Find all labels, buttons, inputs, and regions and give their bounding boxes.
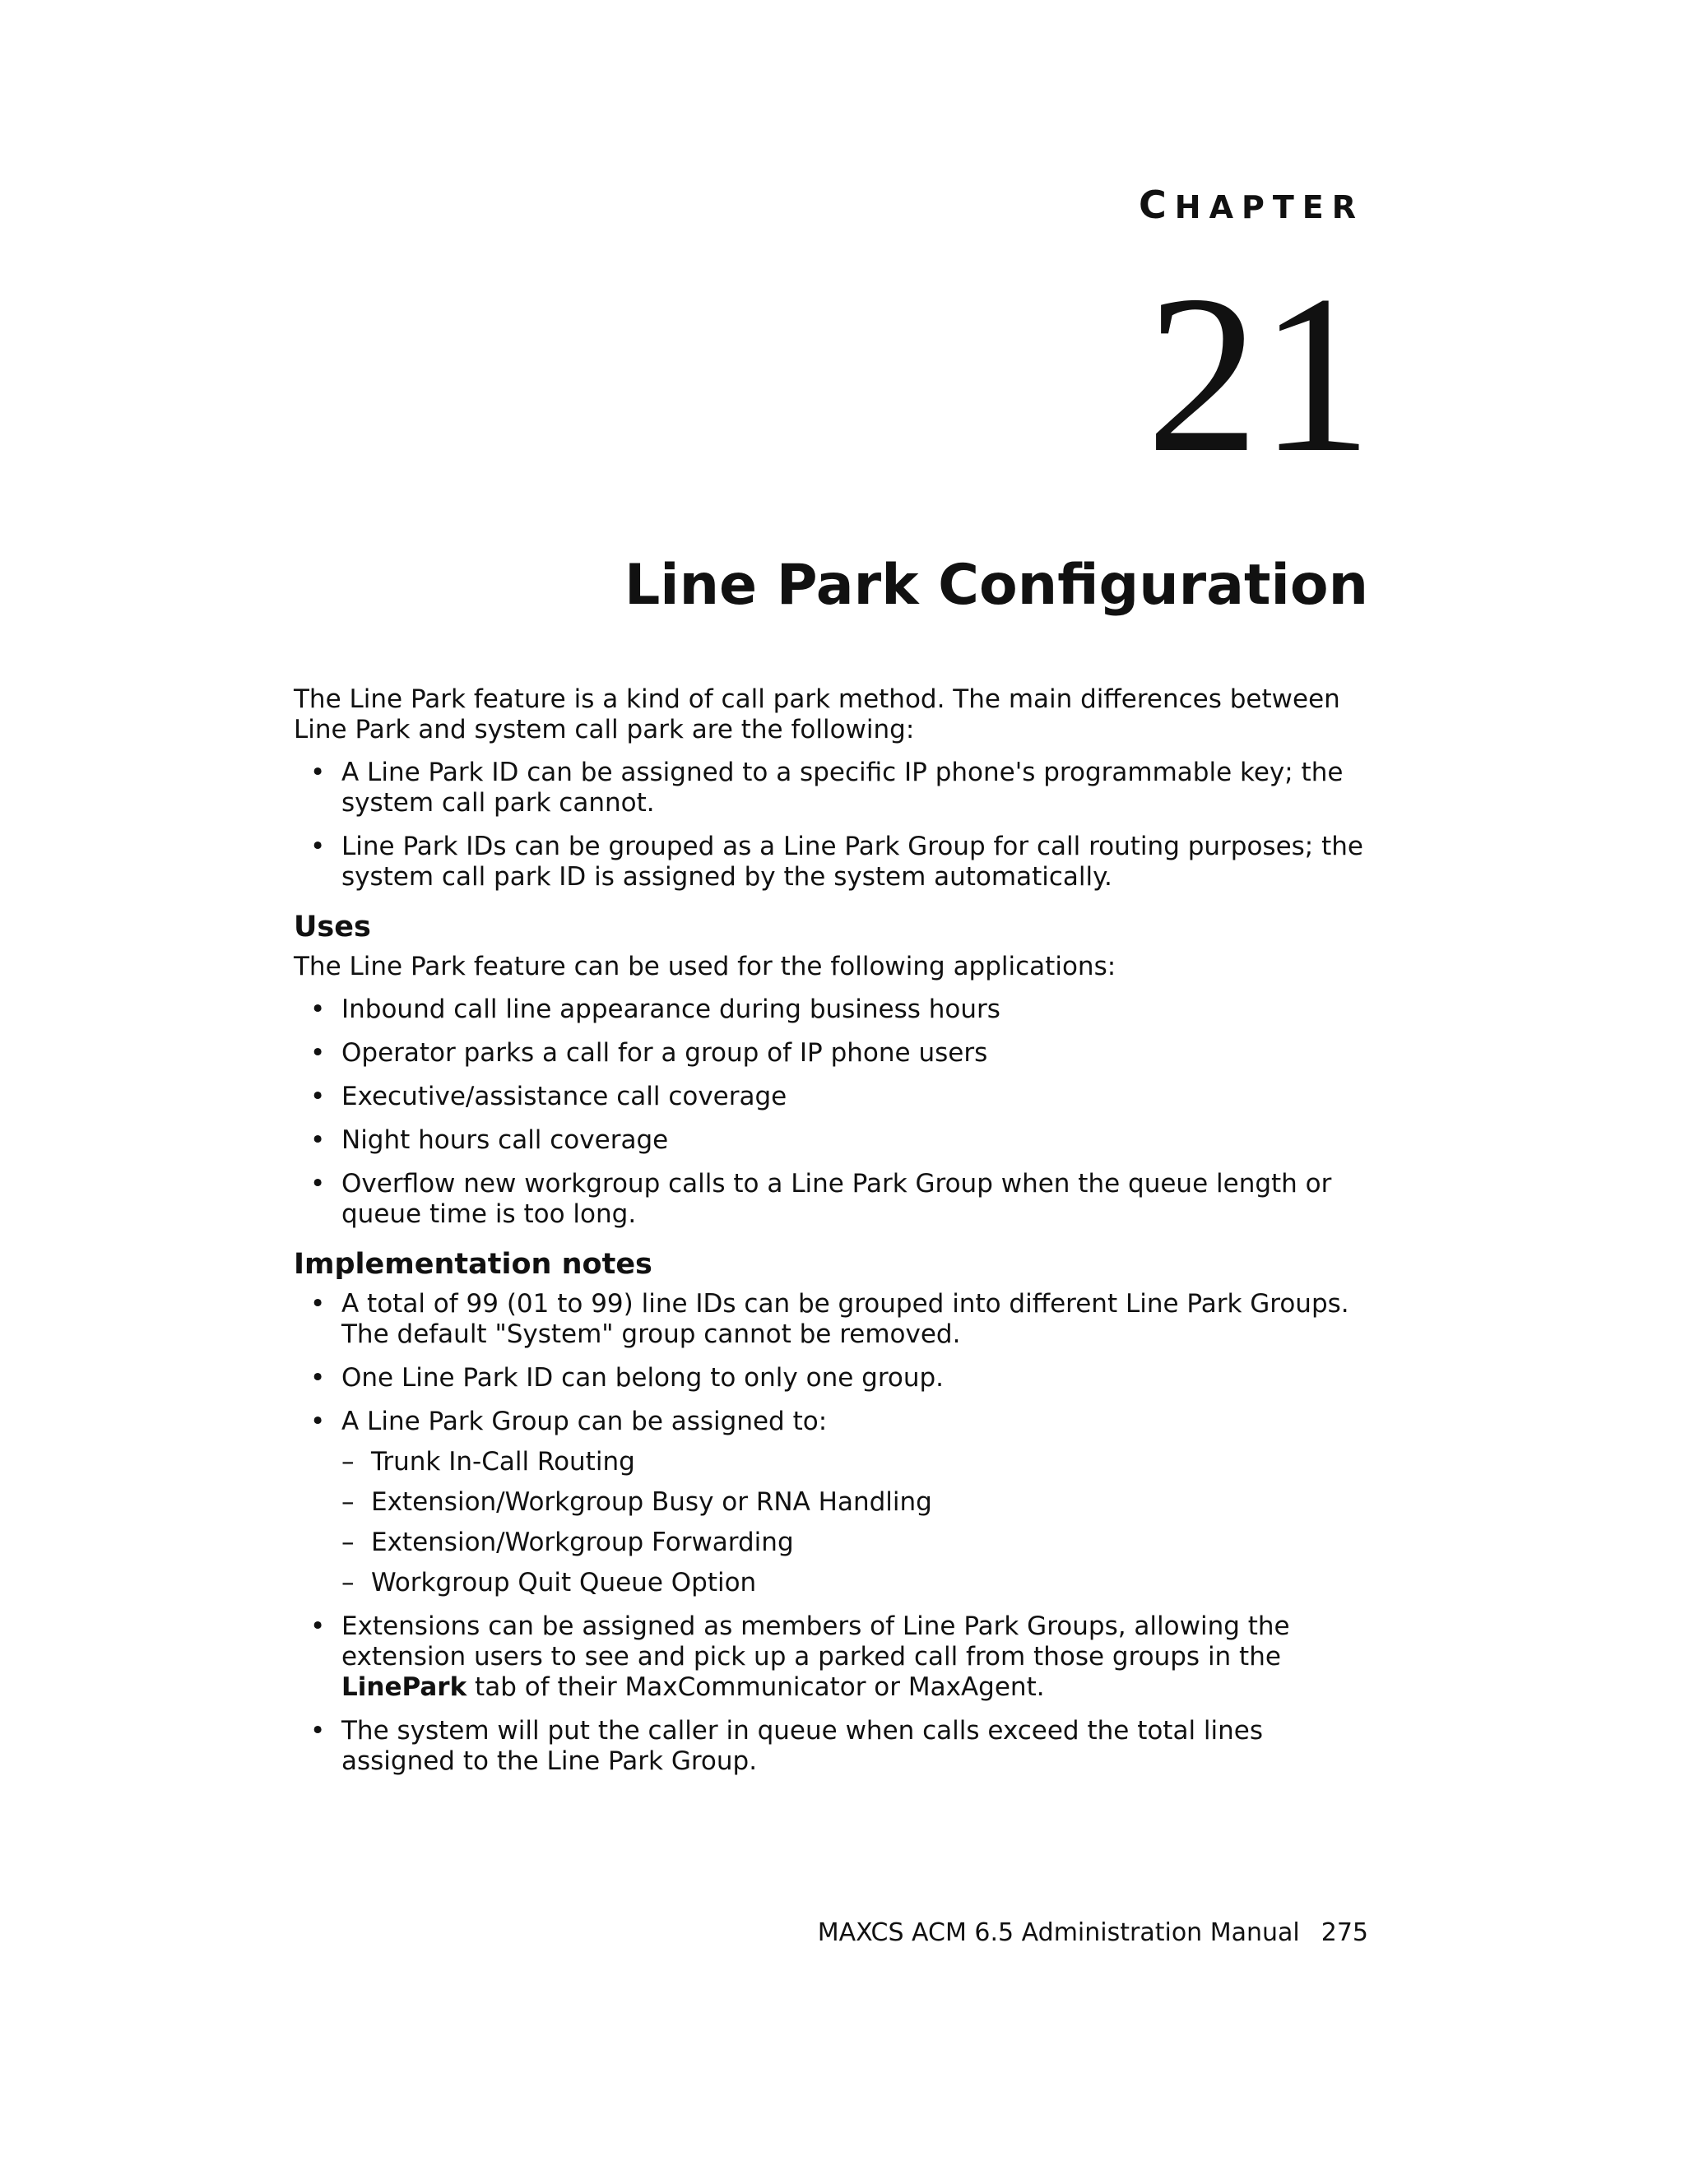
- chapter-body: [294, 684, 1380, 1790]
- chapter-number: 21: [1146, 249, 1372, 499]
- bullet-icon: •: [310, 1407, 326, 1436]
- bullet-icon: •: [310, 758, 326, 787]
- sublist-item-text: Trunk In-Call Routing: [371, 1447, 635, 1477]
- sublist-item: [341, 1487, 1380, 1518]
- list-item: [294, 758, 1380, 818]
- page-footer: [817, 1918, 1368, 1947]
- sublist-item: [341, 1447, 1380, 1477]
- list-item: [294, 1611, 1380, 1703]
- list-item-text: Line Park IDs can be grouped as a Line Park Group for call routing purposes; the system call park ID is assigned by the system automatically.: [341, 832, 1363, 892]
- page-number: 275: [1321, 1918, 1368, 1947]
- list-item: [294, 832, 1380, 893]
- sublist-item: [341, 1568, 1380, 1598]
- sublist-item-text: Extension/Workgroup Forwarding: [371, 1528, 794, 1557]
- list-item-text: Overflow new workgroup calls to a Line Park Group when the queue length or queue time is too long.: [341, 1169, 1332, 1229]
- chapter-label: CHAPTER: [1139, 183, 1364, 227]
- dash-icon: –: [341, 1447, 355, 1477]
- implementation-notes-heading: Implementation notes: [294, 1248, 652, 1281]
- uses-paragraph: The Line Park feature can be used for the following applications:: [294, 952, 1116, 981]
- bullet-icon: •: [310, 1289, 326, 1319]
- list-item: [294, 995, 1380, 1025]
- bullet-icon: •: [310, 1363, 326, 1393]
- bullet-icon: •: [310, 1611, 326, 1641]
- bullet-icon: •: [310, 1125, 326, 1155]
- bullet-icon: •: [310, 1169, 326, 1199]
- intro-bullet-list: [294, 758, 1380, 893]
- list-item-text: One Line Park ID can belong to only one group.: [341, 1363, 945, 1393]
- list-item: [294, 1169, 1380, 1230]
- dash-icon: –: [341, 1568, 355, 1597]
- linepark-tab-name: LinePark: [341, 1672, 467, 1702]
- list-item-text: Executive/assistance call coverage: [341, 1082, 787, 1111]
- list-item-text: Night hours call coverage: [341, 1125, 669, 1155]
- bullet-icon: •: [310, 995, 326, 1024]
- list-item-text: A Line Park Group can be assigned to:: [341, 1407, 828, 1436]
- bullet-icon: •: [310, 832, 326, 861]
- sublist-item-text: Extension/Workgroup Busy or RNA Handling: [371, 1487, 932, 1517]
- list-item-text: A Line Park ID can be assigned to a specific IP phone's programmable key; the system call park cannot.: [341, 758, 1344, 818]
- list-item: [294, 1082, 1380, 1112]
- intro-paragraph: The Line Park feature is a kind of call park method. The main differences between Line Park and system call park are the following:: [294, 684, 1340, 744]
- list-item-text-before: Extensions can be assigned as members of Line Park Groups, allowing the extension users to see and pick up a parked call from those groups in the: [341, 1611, 1290, 1672]
- dash-icon: –: [341, 1487, 355, 1517]
- list-item: [294, 1363, 1380, 1393]
- list-item: [294, 1038, 1380, 1069]
- bullet-icon: •: [310, 1082, 326, 1111]
- assignment-sublist: [341, 1447, 1380, 1598]
- list-item-text: The system will put the caller in queue when calls exceed the total lines assigned to the Line Park Group.: [341, 1716, 1264, 1776]
- list-item-text: A total of 99 (01 to 99) line IDs can be grouped into different Line Park Groups. The default "System" group cannot be removed.: [341, 1289, 1349, 1349]
- list-item-text: Inbound call line appearance during business hours: [341, 995, 1000, 1024]
- uses-bullet-list: [294, 995, 1380, 1230]
- sublist-item-text: Workgroup Quit Queue Option: [371, 1568, 757, 1597]
- list-item: [294, 1289, 1380, 1350]
- implementation-bullet-list: [294, 1289, 1380, 1777]
- manual-title: MAXCS ACM 6.5 Administration Manual: [817, 1918, 1300, 1947]
- uses-heading: Uses: [294, 911, 371, 944]
- bullet-icon: •: [310, 1716, 326, 1746]
- sublist-item: [341, 1528, 1380, 1558]
- chapter-title: Line Park Configuration: [624, 553, 1368, 618]
- list-item: [294, 1407, 1380, 1598]
- list-item: [294, 1125, 1380, 1156]
- list-item-text: Operator parks a call for a group of IP phone users: [341, 1038, 988, 1068]
- bullet-icon: •: [310, 1038, 326, 1068]
- dash-icon: –: [341, 1528, 355, 1557]
- list-item-text-after: tab of their MaxCommunicator or MaxAgent.: [467, 1672, 1045, 1702]
- list-item: [294, 1716, 1380, 1777]
